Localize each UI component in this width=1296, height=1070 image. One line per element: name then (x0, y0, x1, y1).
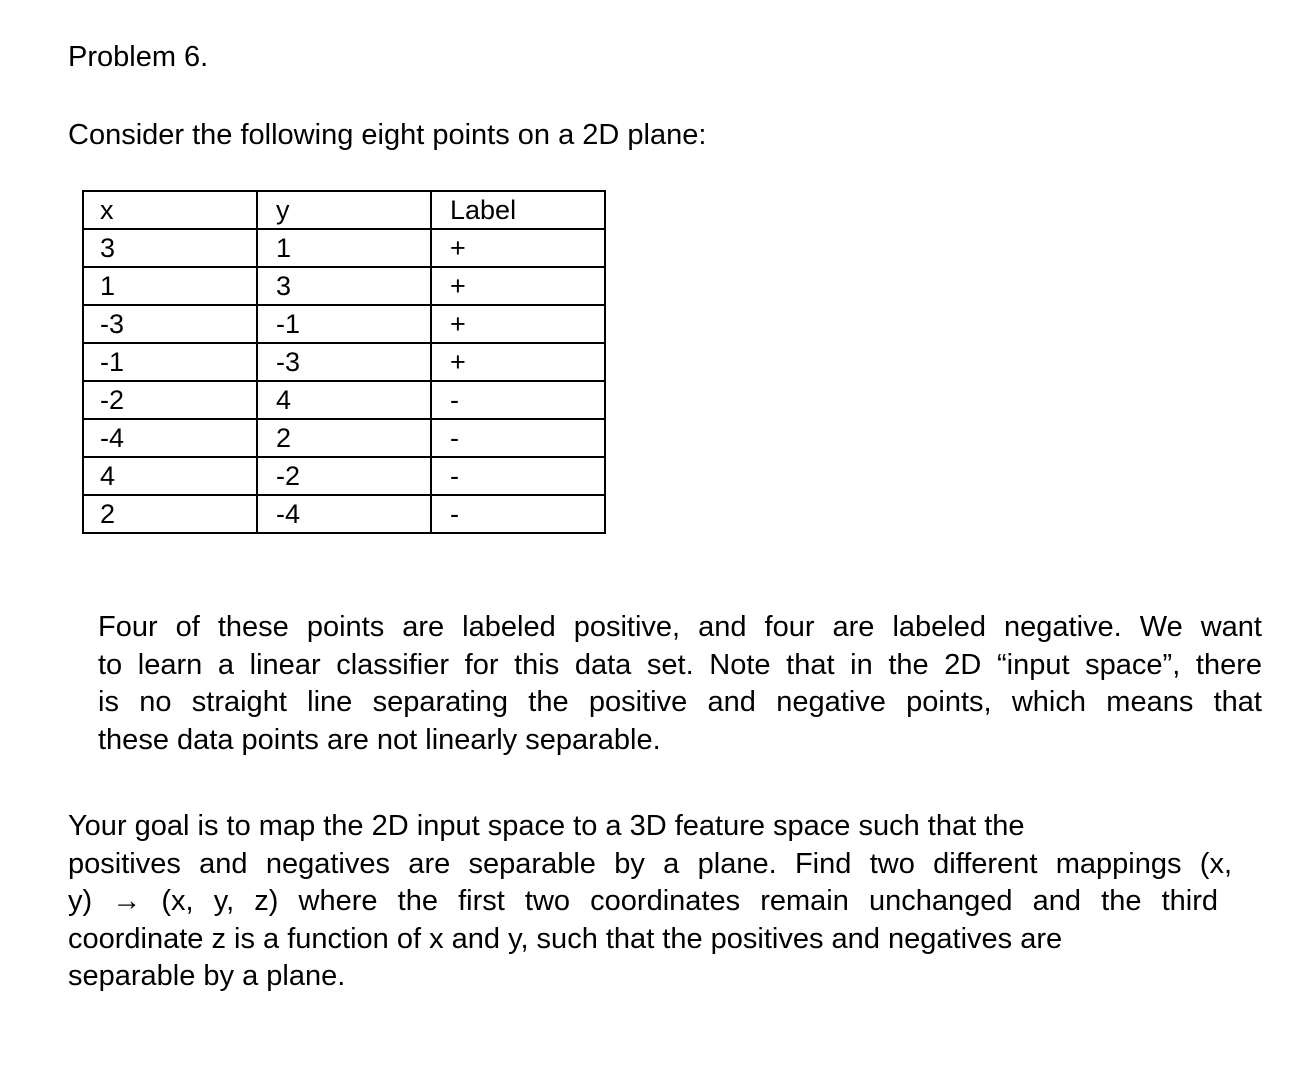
table-row (83, 495, 605, 533)
table-cell: 4 (257, 381, 431, 419)
table-cell: 1 (257, 229, 431, 267)
table-cell: 4 (83, 457, 257, 495)
paragraph-1-line: these data points are not linearly separable. (98, 723, 661, 756)
table-row (83, 343, 605, 381)
table-cell: - (431, 419, 605, 457)
paragraph-1-line: Four of these points are labeled positive, and four are labeled negative. We want (98, 611, 1262, 643)
table-header-row (83, 191, 605, 229)
paragraph-2-line: positives and negatives are separable by a plane. Find two different mappings (x, (68, 847, 1232, 880)
paragraph-1-line: is no straight line separating the positive and negative points, which means that (98, 686, 1262, 718)
table-cell: -4 (257, 495, 431, 533)
table-cell: -1 (83, 343, 257, 381)
table-cell: + (431, 343, 605, 381)
table-row (83, 229, 605, 267)
paragraph-1-line: to learn a linear classifier for this data set. Note that in the 2D “input space”, there (98, 648, 1262, 681)
problem-title: Problem 6. (68, 41, 209, 73)
table-row (83, 419, 605, 457)
table-cell: 2 (83, 495, 257, 533)
paragraph-2-line: Your goal is to map the 2D input space to a 3D feature space such that the (68, 810, 1025, 842)
table-cell: + (431, 267, 605, 305)
table-cell: 1 (83, 267, 257, 305)
table-cell: -3 (83, 305, 257, 343)
table-header-cell: y (257, 191, 431, 229)
table-cell: -4 (83, 419, 257, 457)
table-cell: 2 (257, 419, 431, 457)
intro-text: Consider the following eight points on a 2D plane: (68, 119, 707, 151)
table-cell: 3 (257, 267, 431, 305)
table-row (83, 305, 605, 343)
paragraph-2 (68, 808, 1232, 996)
table-cell: 3 (83, 229, 257, 267)
table-cell: - (431, 381, 605, 419)
table-header-cell: x (83, 191, 257, 229)
table-cell: + (431, 229, 605, 267)
paragraph-2-line: y) → (x, y, z) where the first two coordinates remain unchanged and the third (68, 885, 1218, 917)
table-row (83, 381, 605, 419)
paragraph-1 (98, 609, 1262, 759)
table-row (83, 267, 605, 305)
table-row (83, 457, 605, 495)
table-cell: -3 (257, 343, 431, 381)
table-cell: - (431, 457, 605, 495)
paragraph-2-line: separable by a plane. (68, 960, 346, 992)
table-cell: -2 (257, 457, 431, 495)
table-cell: + (431, 305, 605, 343)
paragraph-2-line: coordinate z is a function of x and y, such that the positives and negatives are (68, 922, 1063, 955)
table-cell: - (431, 495, 605, 533)
table-cell: -1 (257, 305, 431, 343)
table-header-cell: Label (431, 191, 605, 229)
points-table (82, 190, 606, 534)
table-cell: -2 (83, 381, 257, 419)
